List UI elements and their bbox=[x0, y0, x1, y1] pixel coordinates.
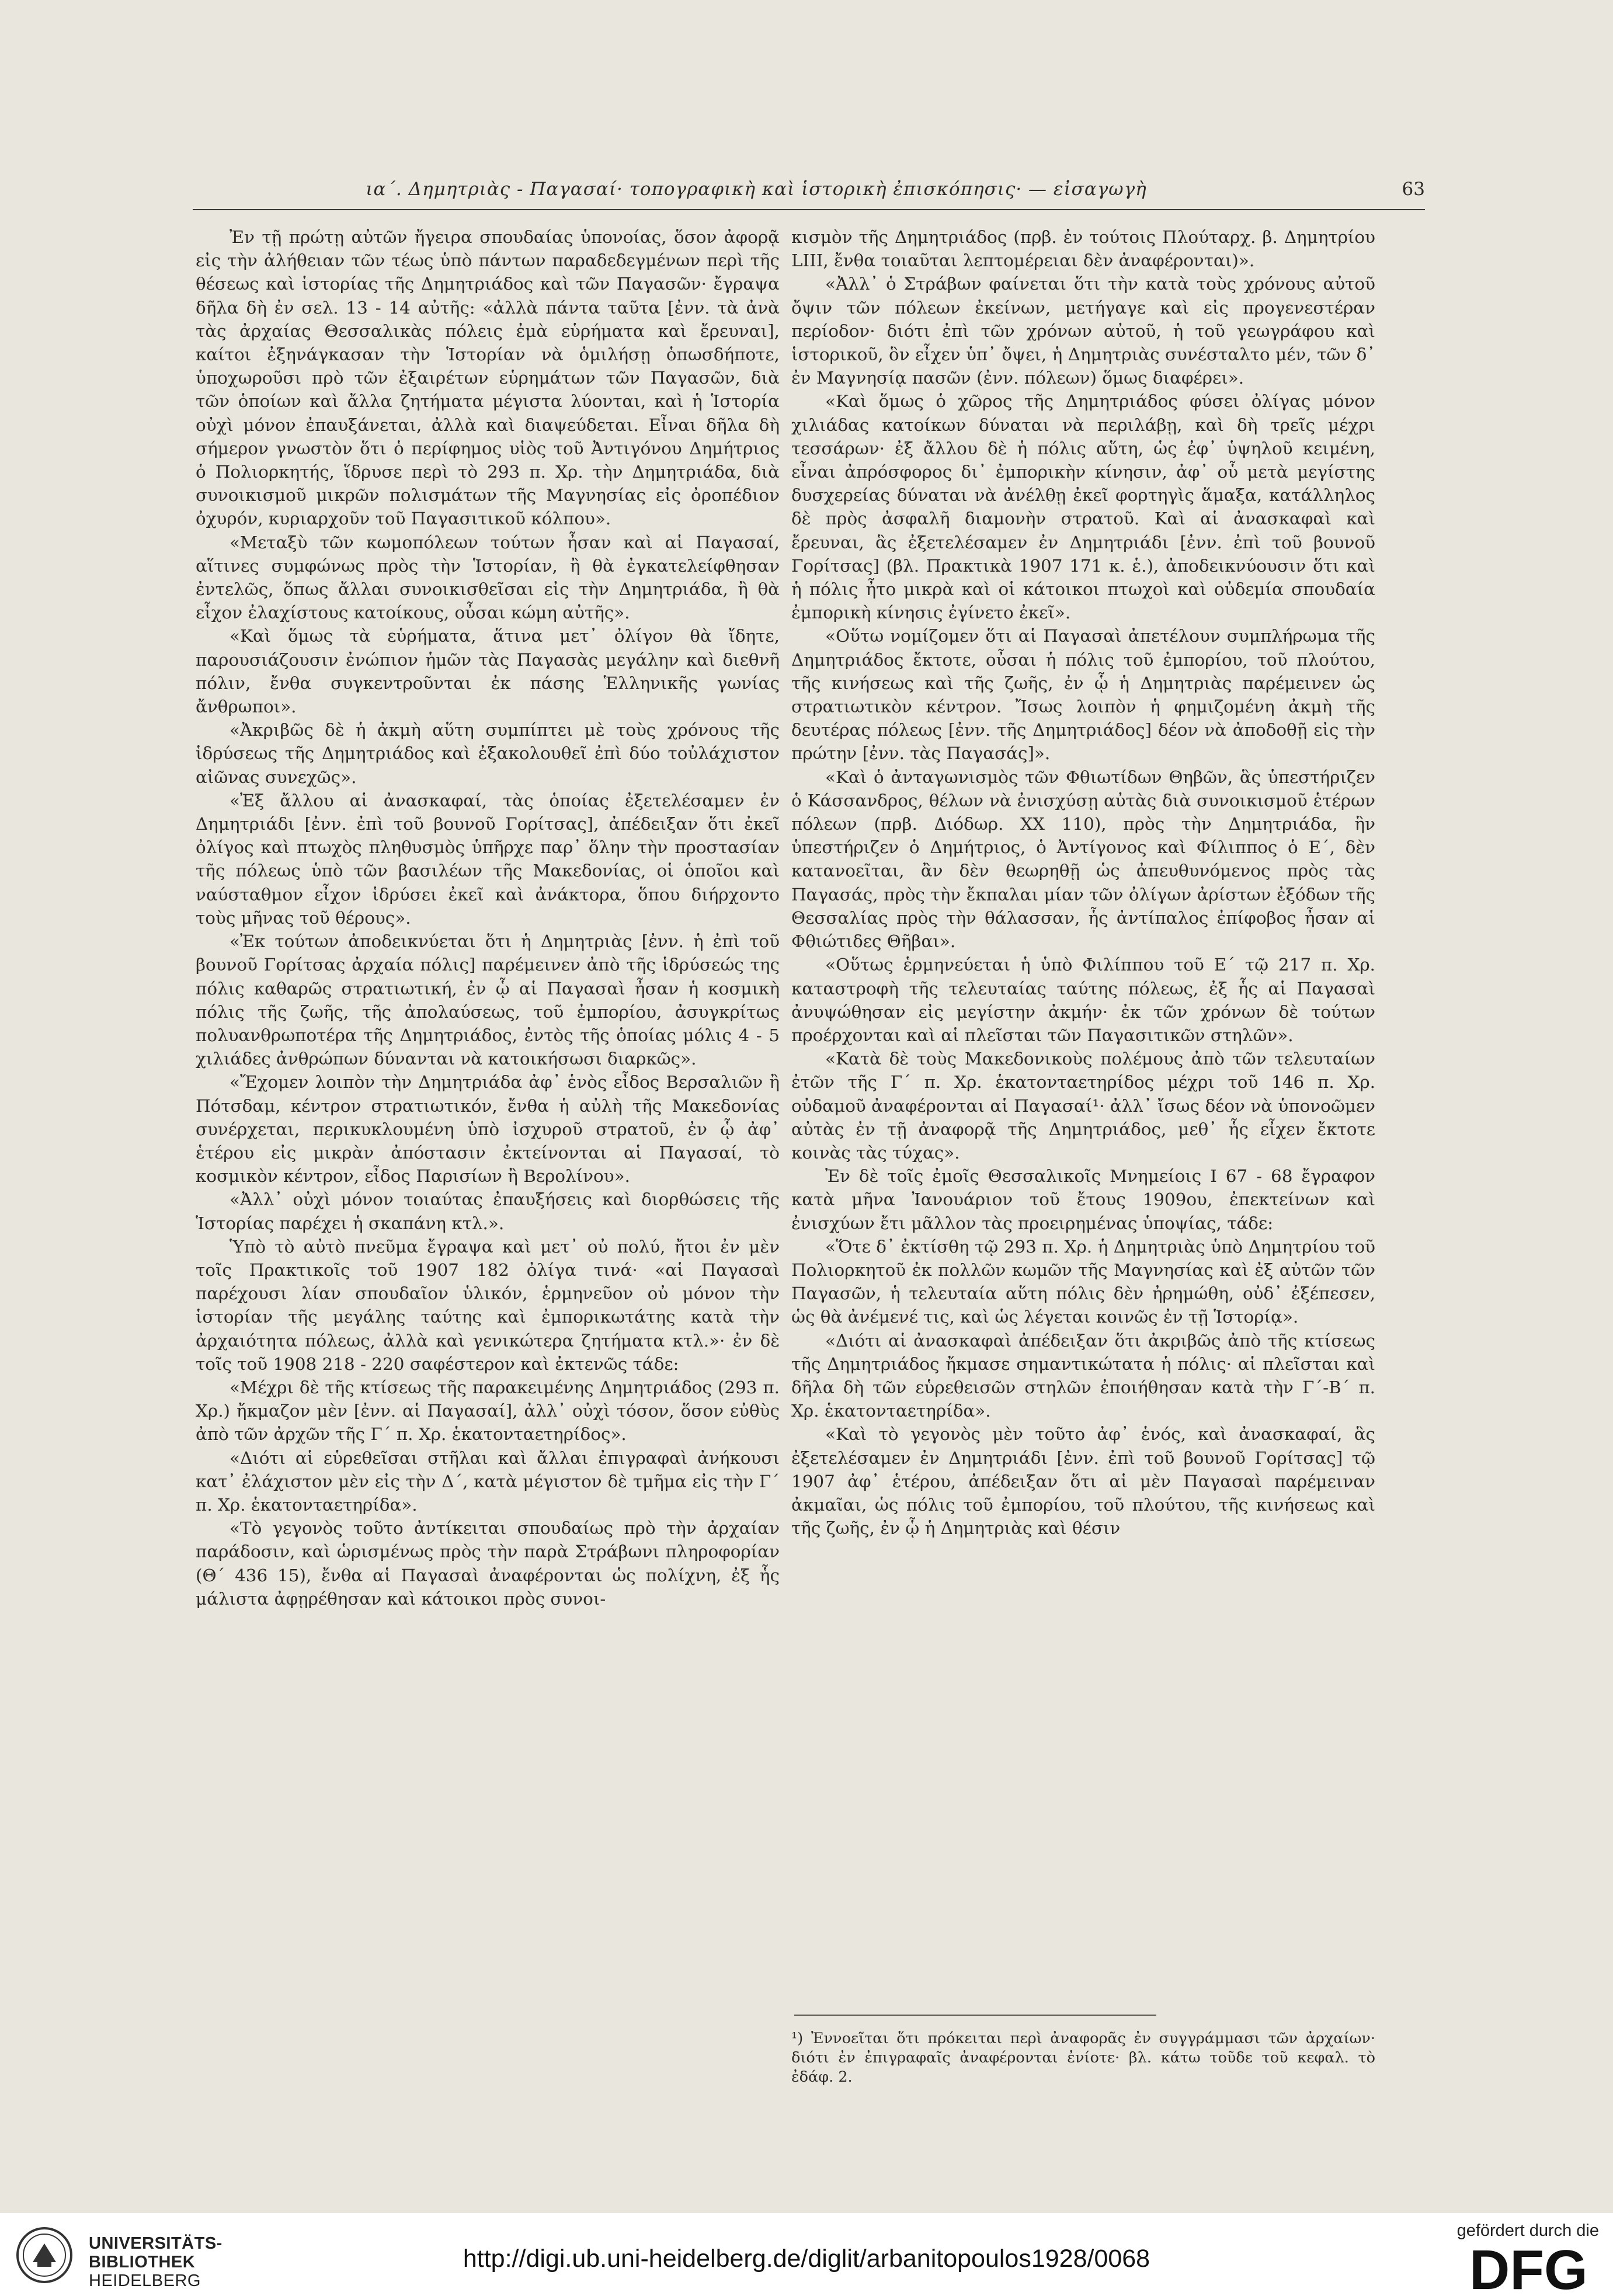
paragraph: Ἐν τῇ πρώτῃ αὐτῶν ἤγειρα σπουδαίας ὑπονοίας, ὅσον ἀφορᾷ εἰς τὴν ἀλήθειαν τῶν τέως ὑπὸ πάντων παραδεδεγμένων περὶ τῆς θέσεως καὶ ἱστορίας τῆς Δημητριάδος καὶ τῶν Παγασῶν· ἔγραψα δῆλα δὴ ἐν σελ. 13 - 14 αὐτῆς: «ἀλλὰ πάντα ταῦτα [ἐνν. τὰ ἀνὰ τὰς ἀρχαίας Θεσσαλικὰς πόλεις ἐμὰ εὑρήματα καὶ ἔρευναι], καίτοι ἐξηνάγκασαν τὴν Ἱστορίαν νὰ ὁμιλήσῃ ὁπωσδήποτε, ὑποχωροῦσι πρὸ τῶν ἐξαιρέτων εὑρημάτων τῶν Παγασῶν, διὰ τῶν ὁποίων καὶ ἄλλα ζητήματα μέγιστα λύονται, καὶ ἡ Ἱστορία οὐχὶ μόνον ἐπαυξάνεται, ἀλλὰ καὶ διαψεύδεται. Εἶναι δῆλα δὴ σήμερον γνωστὸν ὅτι ὁ περίφημος υἱὸς τοῦ Ἀντιγόνου Δημήτριος ὁ Πολιορκητής, ἵδρυσε περὶ τὸ 293 π. Χρ. τὴν Δημητριάδα, διὰ συνοικισμοῦ μικρῶν πολισμάτων τῆς Μαγνησίας εἰς ὀροπέδιον ὀχυρόν, κυριαρχοῦν τοῦ Παγασιτικοῦ κόλπου». bbox=[196, 227, 780, 529]
paragraph: «Διότι αἱ ἀνασκαφαὶ ἀπέδειξαν ὅτι ἀκριβῶς ἀπὸ τῆς κτίσεως τῆς Δημητριάδος ἤκμασε σημαντικώτατα ἡ πόλις· αἱ πλεῖσται καὶ δῆλα δὴ τῶν εὑρεθεισῶν στηλῶν ἐποιήθησαν κατὰ τὴν Γ΄-Β΄ π. Χρ. ἑκατονταετηρίδα». bbox=[791, 1330, 1375, 1421]
library-name-line: UNIVERSITÄTS- bbox=[89, 2234, 223, 2253]
paragraph: «Οὕτω νομίζομεν ὅτι αἱ Παγασαὶ ἀπετέλουν συμπλήρωμα τῆς Δημητριάδος ἔκτοτε, οὖσαι ἡ πόλις τοῦ ἐμπορίου, τοῦ πλούτου, τῆς κινήσεως καὶ τῆς ζωῆς, ἐν ᾧ ἡ Δημητριὰς παρέμεινεν ὡς στρατιωτικὸν κέντρον. Ἴσως λοιπὸν ἡ φημιζομένη ἀκμὴ τῆς δευτέρας πόλεως [ἐνν. τῆς Δημητριάδος] δέον νὰ ἀποδοθῇ εἰς τὴν πρώτην [ἐνν. τὰς Παγασάς]». bbox=[791, 626, 1375, 764]
paragraph: «Οὕτως ἑρμηνεύεται ἡ ὑπὸ Φιλίππου τοῦ Ε΄ τῷ 217 π. Χρ. καταστροφὴ τῆς τελευταίας ταύτης πόλεως, ἐξ ἧς αἱ Παγασαὶ ἀνυψώθησαν εἰς μεγίστην ἀκμήν· ἐκ τῶν χρόνων δὲ τούτων προέρχονται καὶ αἱ πλεῖσται τῶν Παγασιτικῶν στηλῶν». bbox=[791, 955, 1375, 1045]
paragraph: «Ἀλλ᾽ ὁ Στράβων φαίνεται ὅτι τὴν κατὰ τοὺς χρόνους αὐτοῦ ὄψιν τῶν πόλεων ἐκείνων, μετήγαγε καὶ εἰς προγενεστέραν περίοδον· διότι ἐπὶ τῶν χρόνων αὐτοῦ, ἡ τοῦ γεωγράφου καὶ ἱστορικοῦ, ὃν εἶχεν ὑπ᾽ ὄψει, ἡ Δημητριὰς συνέσταλτο μέν, τῶν δ᾽ ἐν Μαγνησίᾳ πασῶν (ἐνν. πόλεων) ὅμως διαφέρει». bbox=[791, 274, 1375, 388]
paragraph: «Ἀκριβῶς δὲ ἡ ἀκμὴ αὕτη συμπίπτει μὲ τοὺς χρόνους τῆς ἱδρύσεως τῆς Δημητριάδος καὶ ἐξακολουθεῖ ἐπὶ δύο τοὐλάχιστον αἰῶνας συνεχῶς». bbox=[196, 720, 780, 787]
library-name-line: HEIDELBERG bbox=[89, 2271, 201, 2290]
paragraph: «Κατὰ δὲ τοὺς Μακεδονικοὺς πολέμους ἀπὸ τῶν τελευταίων ἐτῶν τῆς Γ΄ π. Χρ. ἑκατονταετηρίδος μέχρι τοῦ 146 π. Χρ. οὐδαμοῦ ἀναφέρονται αἱ Παγασαί¹· ἀλλ᾽ ἴσως δέον νὰ ὑπονοῶμεν αὐτὰς ἐν τῇ ἀναφορᾷ τῆς Δημητριάδος, μεθ᾽ ἧς εἶχεν ἔκτοτε κοινὰς τὰς τύχας». bbox=[791, 1049, 1375, 1163]
right-column bbox=[791, 225, 1375, 1540]
paragraph: «Διότι αἱ εὑρεθεῖσαι στῆλαι καὶ ἄλλαι ἐπιγραφαὶ ἀνήκουσι κατ᾽ ἐλάχιστον μὲν εἰς τὴν Δ΄, κατὰ μέγιστον δὲ τμῆμα εἰς τὴν Γ΄ π. Χρ. ἑκατονταετηρίδα». bbox=[196, 1448, 780, 1515]
paragraph: «Ἀλλ᾽ οὐχὶ μόνον τοιαύτας ἐπαυξήσεις καὶ διορθώσεις τῆς Ἱστορίας παρέχει ἡ σκαπάνη κτλ.». bbox=[196, 1189, 780, 1233]
paragraph: «Ἐξ ἄλλου αἱ ἀνασκαφαί, τὰς ὁποίας ἐξετελέσαμεν ἐν Δημητριάδι [ἐνν. ἐπὶ τοῦ βουνοῦ Γορίτσας], ἀπέδειξαν ὅτι ἐκεῖ ὀλίγος καὶ πτωχὸς πληθυσμὸς ὑπῆρχε παρ᾽ ὅλην τὴν προστασίαν τῆς πόλεως ὑπὸ τῶν βασιλέων τῆς Μακεδονίας, οἱ ὁποῖοι καὶ ναύσταθμον εἶχον ἱδρύσει ἐκεῖ καὶ ἀνάκτορα, ὅπου διήρχοντο τοὺς μῆνας τοῦ θέρους». bbox=[196, 790, 780, 928]
library-name-line: BIBLIOTHEK bbox=[89, 2253, 196, 2271]
running-header bbox=[193, 179, 1425, 214]
paragraph: Ὑπὸ τὸ αὐτὸ πνεῦμα ἔγραψα καὶ μετ᾽ οὐ πολύ, ἤτοι ἐν μὲν τοῖς Πρακτικοῖς τοῦ 1907 182 ὀλίγα τινά· «αἱ Παγασαὶ παρέχουσι λίαν σπουδαῖον ὑλικόν, ἑρμηνεῦον οὐ μόνον τὴν ἱστορίαν τῆς μεγάλης ταύτης καὶ ἐμπορικωτάτης κατὰ τὴν ἀρχαιότητα πόλεως, ἀλλὰ καὶ γενικώτερα ζητήματα κτλ.»· ἐν δὲ τοῖς τοῦ 1908 218 - 220 σαφέστερον καὶ ἐκτενῶς τάδε: bbox=[196, 1236, 780, 1374]
paragraph: «Καὶ ὁ ἀνταγωνισμὸς τῶν Φθιωτίδων Θηβῶν, ἃς ὑπεστήριζεν ὁ Κάσσανδρος, θέλων νὰ ἐνισχύσῃ αὐτὰς διὰ συνοικισμοῦ ἑτέρων πόλεων (πρβ. Διόδωρ. XX 110), πρὸς τὴν Δημητριάδα, ἣν ὑπεστήριζεν ὁ Δημήτριος, ὁ Ἀντίγονος καὶ Φίλιππος ὁ Ε΄, δὲν κατανοεῖται, ἂν δὲν θεωρηθῇ ὡς ἀπευθυνόμενος πρὸς τὰς Παγασάς, πρὸς τὴν ἔκπαλαι μίαν τῶν ὀλίγων ἀρίστων ἐξόδων τῆς Θεσσαλίας πρὸς τὴν θάλασσαν, ἧς ἀντίπαλος ἐπίφοβος ἦσαν αἱ Φθιώτιδες Θῆβαι». bbox=[791, 767, 1375, 952]
dfg-logo-icon bbox=[1468, 2243, 1599, 2292]
paragraph: «Ἐκ τούτων ἀποδεικνύεται ὅτι ἡ Δημητριὰς [ἐνν. ἡ ἐπὶ τοῦ βουνοῦ Γορίτσας ἀρχαία πόλις] παρέμεινεν ἀπὸ τῆς ἱδρύσεώς της πόλις καθαρῶς στρατιωτική, ἐν ᾧ αἱ Παγασαὶ ἦσαν ἡ κοσμικὴ πόλις τῆς ζωῆς, τῆς ἀπολαύσεως, τοῦ ἐμπορίου, ἀσυγκρίτως πολυανθρωποτέρα τῆς Δημητριάδος, ἐντὸς τῆς ὁποίας μόλις 4 - 5 χιλιάδες ἀνθρώπων δύνανται νὰ κατοικήσωσι διαρκῶς». bbox=[196, 931, 780, 1069]
header-title: ια΄. Δημητριὰς - Παγασαί· τοπογραφικὴ καὶ ἱστορικὴ ἐπισκόπησις· — εἰσαγωγὴ bbox=[366, 179, 1147, 200]
header-rule bbox=[193, 209, 1425, 210]
digitization-footer bbox=[0, 2213, 1613, 2296]
footnote-rule bbox=[794, 2015, 1156, 2016]
paragraph: κισμὸν τῆς Δημητριάδος (πρβ. ἐν τούτοις Πλούταρχ. β. Δημητρίου LIII, ἔνθα τοιαῦται λεπτομέρειαι δὲν ἀναφέρονται)». bbox=[791, 227, 1375, 271]
paragraph: «Μεταξὺ τῶν κωμοπόλεων τούτων ἦσαν καὶ αἱ Παγασαί, αἵτινες συμφώνως πρὸς τὴν Ἱστορίαν, ἢ θὰ ἐγκατελείφθησαν ἐντελῶς, ὅπως ἄλλαι συνοικισθεῖσαι εἰς τὴν Δημητριάδα, ἢ θὰ εἶχον ἐλαχίστους κατοίκους, οὖσαι κώμη αὐτῆς». bbox=[196, 532, 780, 623]
paragraph: «Τὸ γεγονὸς τοῦτο ἀντίκειται σπουδαίως πρὸ τὴν ἀρχαίαν παράδοσιν, καὶ ὡρισμένως πρὸς τὴν παρὰ Στράβωνι πληροφορίαν (Θ΄ 436 15), ἔνθα αἱ Παγασαὶ ἀναφέρονται ὡς πολίχνη, ἐξ ἧς μάλιστα ἀφῃρέθησαν καὶ κάτοικοι πρὸς συνοι- bbox=[196, 1518, 780, 1609]
paragraph: «Ἔχομεν λοιπὸν τὴν Δημητριάδα ἀφ᾽ ἑνὸς εἶδος Βερσαλιῶν ἢ Πότσδαμ, κέντρον στρατιωτικόν, ἔνθα ἡ αὐλὴ τῆς Μακεδονίας συνέρχεται, περικυκλουμένη ὑπὸ ἰσχυροῦ στρατοῦ, ἐν ᾧ ἀφ᾽ ἑτέρου εἰς μικρὰν ἀπόστασιν ἐκτείνονται αἱ Παγασαί, τὸ κοσμικὸν κέντρον, εἶδος Παρισίων ἢ Βερολίνου». bbox=[196, 1072, 780, 1187]
left-column bbox=[196, 225, 780, 1610]
funded-by-label: gefördert durch die bbox=[1456, 2221, 1599, 2240]
dfg-logo-text: DFG bbox=[1469, 2243, 1588, 2292]
paragraph: «Ὅτε δ᾽ ἐκτίσθη τῷ 293 π. Χρ. ἡ Δημητριὰς ὑπὸ Δημητρίου τοῦ Πολιορκητοῦ ἐκ πολλῶν κωμῶν τῆς Μαγνησίας καὶ ἐξ αὐτῶν τῶν Παγασῶν, ἡ τελευταία αὕτη πόλις δὲν ἠρημώθη, οὐδ᾽ ἐξέπεσεν, ὡς θὰ ἀνέμενέ τις, καὶ ὡς λέγεται κοινῶς ἐν τῇ Ἱστορίᾳ». bbox=[791, 1236, 1375, 1327]
paragraph: «Μέχρι δὲ τῆς κτίσεως τῆς παρακειμένης Δημητριάδος (293 π. Χρ.) ἤκμαζον μὲν [ἐνν. αἱ Παγασαί], ἀλλ᾽ οὐχὶ τόσον, ὅσον εὐθὺς ἀπὸ τῶν ἀρχῶν τῆς Γ΄ π. Χρ. ἑκατονταετηρίδος». bbox=[196, 1377, 780, 1445]
paragraph: «Καὶ ὅμως τὰ εὑρήματα, ἅτινα μετ᾽ ὀλίγον θὰ ἴδητε, παρουσιάζουσιν ἐνώπιον ἡμῶν τὰς Παγασὰς μεγάλην καὶ διεθνῆ πόλιν, ἔνθα συγκεντροῦνται ἐκ πάσης Ἑλληνικῆς γωνίας ἄνθρωποι». bbox=[196, 626, 780, 717]
paragraph: «Καὶ ὅμως ὁ χῶρος τῆς Δημητριάδος φύσει ὀλίγας μόνον χιλιάδας κατοίκων δύναται νὰ περιλάβῃ, καὶ δὴ τρεῖς μέχρι τεσσάρων· ἐξ ἄλλου δὲ ἡ πόλις αὕτη, ὡς ἐφ᾽ ὑψηλοῦ κειμένη, εἶναι ἀπρόσφορος δι᾽ ἐμπορικὴν κίνησιν, ἀφ᾽ οὗ μετὰ μεγίστης δυσχερείας δύναται νὰ ἀνέλθῃ ἐκεῖ φορτηγὶς ἅμαξα, κατάλληλος δὲ πρὸς ἀσφαλῆ διαμονὴν στρατοῦ. Καὶ αἱ ἀνασκαφαὶ καὶ ἔρευναι, ἃς ἐξετελέσαμεν ἐν Δημητριάδι [ἐνν. ἐπὶ τοῦ βουνοῦ Γορίτσας] (βλ. Πρακτικὰ 1907 171 κ. ἑ.), ἀποδεικνύουσιν ὅτι καὶ ἡ πόλις ἦτο μικρὰ καὶ οἱ κάτοικοι πτωχοὶ καὶ οὐδεμία σπουδαία ἐμπορικὴ κίνησις ἐγίνετο ἐκεῖ». bbox=[791, 391, 1375, 623]
paragraph: Ἐν δὲ τοῖς ἐμοῖς Θεσσαλικοῖς Μνημείοις Ι 67 - 68 ἔγραφον κατὰ μῆνα Ἰανουάριον τοῦ ἔτους 1909ου, ἐπεκτείνων καὶ ἐνισχύων ἔτι μᾶλλον τὰς προειρημένας ὑποψίας, τάδε: bbox=[791, 1166, 1375, 1233]
paragraph: «Καὶ τὸ γεγονὸς μὲν τοῦτο ἀφ᾽ ἑνός, καὶ ἀνασκαφαί, ἃς ἐξετελέσαμεν ἐν Δημητριάδι [ἐνν. ἐπὶ τοῦ βουνοῦ Γορίτσας] τῷ 1907 ἀφ᾽ ἑτέρου, ἀπέδειξαν ὅτι αἱ μὲν Παγασαὶ παρέμειναν ἀκμαῖαι, ὡς πόλις τοῦ ἐμπορίου, τοῦ πλούτου, τῆς κινήσεως καὶ τῆς ζωῆς, ἐν ᾧ ἡ Δημητριὰς καὶ θέσιν bbox=[791, 1424, 1375, 1539]
footnote: ¹) Ἐννοεῖται ὅτι πρόκειται περὶ ἀναφορᾶς ἐν συγγράμμασι τῶν ἀρχαίων· διότι ἐν ἐπιγραφαῖς ἀναφέρονται ἐνίοτε· βλ. κάτω τοῦδε τοῦ κεφαλ. τὸ ἐδάφ. 2. bbox=[791, 2030, 1375, 2086]
source-url-link[interactable]: http://digi.ub.uni-heidelberg.de/diglit/arbanitopoulos1928/0068 bbox=[463, 2245, 1150, 2273]
page-number: 63 bbox=[1402, 179, 1425, 200]
